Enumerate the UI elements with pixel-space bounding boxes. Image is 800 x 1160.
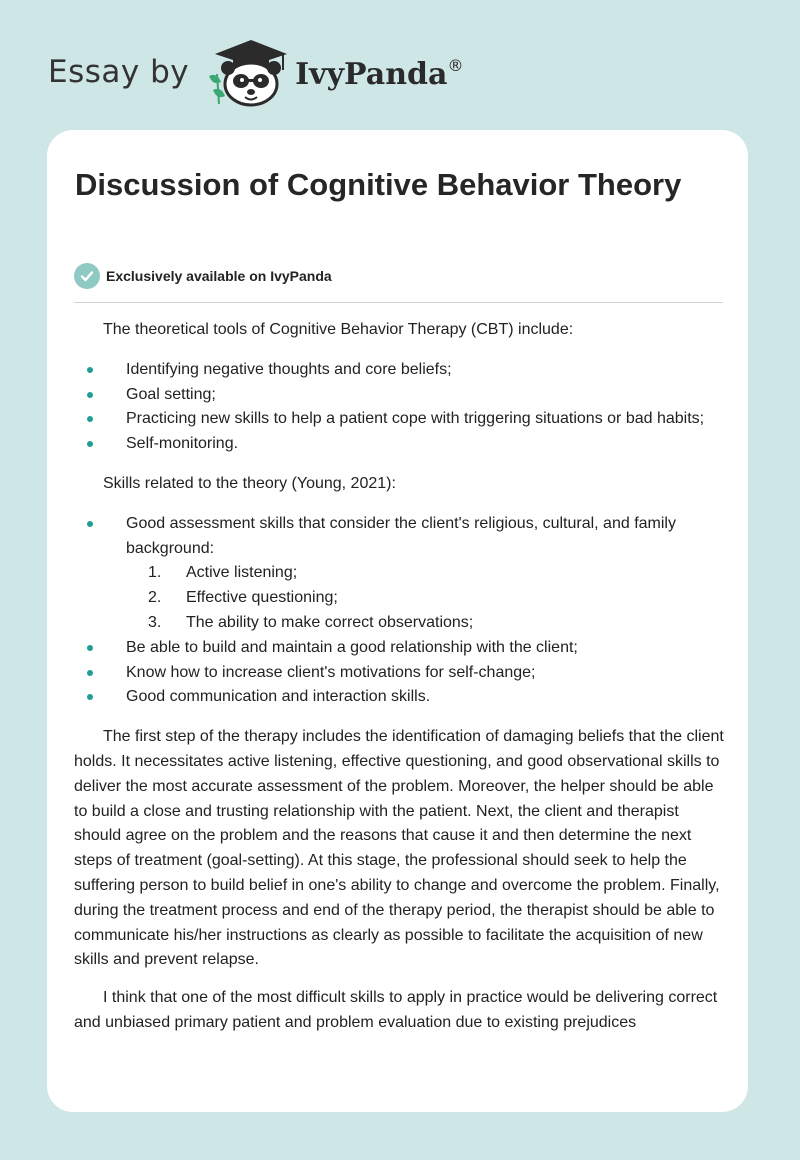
paragraph-1: The first step of the therapy includes the identification of damaging beliefs that the client holds. It necessitates active listening, effective questioning, and good observational skills to deliver the most accurate assessment of the problem. Moreover, the helper should be able to build a close and trusting relationship with the patient. Next, the client and therapist should agree on the problem and the reasons that cause it and then determine the next steps of treatment (goal-setting). At this stage, the professional should seek to help the suffering person to build belief in one's ability to change and overcome the problem. Finally, during the treatment process and end of the therapy period, the therapist should be able to communicate his/her instructions as clearly as possible to facilitate the acquisition of new skills and prevent relapse. (74, 728, 724, 969)
list-item-text: Good assessment skills that consider the client's religious, cultural, and family background: (126, 514, 676, 557)
divider (74, 302, 723, 303)
badge-label: Exclusively available on IvyPanda (106, 268, 332, 284)
list-item (74, 512, 724, 636)
list-item: Know how to increase client's motivations for self-change; (74, 661, 724, 686)
list-item: Good communication and interaction skills. (74, 685, 724, 710)
exclusive-badge (74, 263, 332, 289)
panda-logo-icon[interactable] (205, 36, 289, 108)
sub-skills-list (126, 561, 724, 635)
list-item: Identifying negative thoughts and core beliefs; (74, 358, 724, 383)
page-title: Discussion of Cognitive Behavior Theory (75, 167, 682, 202)
article-card (47, 130, 748, 1112)
site-header (48, 36, 463, 108)
paragraph-2: I think that one of the most difficult skills to apply in practice would be delivering correct and unbiased primary patient and problem evaluation due to existing prejudices (74, 989, 718, 1031)
list-item: Self-monitoring. (74, 432, 724, 457)
skills-list (74, 512, 724, 710)
sub-list-item: 2. Effective questioning; (148, 589, 338, 607)
article-body (74, 318, 724, 1049)
brand-name[interactable]: IvyPanda® (295, 55, 464, 92)
tools-intro: The theoretical tools of Cognitive Behavior Therapy (CBT) include: (103, 321, 574, 338)
essay-by-label: Essay by (48, 54, 190, 90)
skills-intro: Skills related to the theory (Young, 2021): (103, 474, 396, 492)
sub-list-item: 1. Active listening; (148, 564, 298, 582)
list-item: Goal setting; (74, 383, 724, 408)
list-item: Be able to build and maintain a good relationship with the client; (74, 636, 724, 661)
list-item: Practicing new skills to help a patient cope with triggering situations or bad habits; (74, 407, 724, 432)
tools-list (74, 358, 724, 457)
registered-mark: ® (447, 55, 464, 75)
sub-list-item: 3. The ability to make correct observations; (148, 613, 474, 631)
checkmark-icon (74, 263, 100, 289)
